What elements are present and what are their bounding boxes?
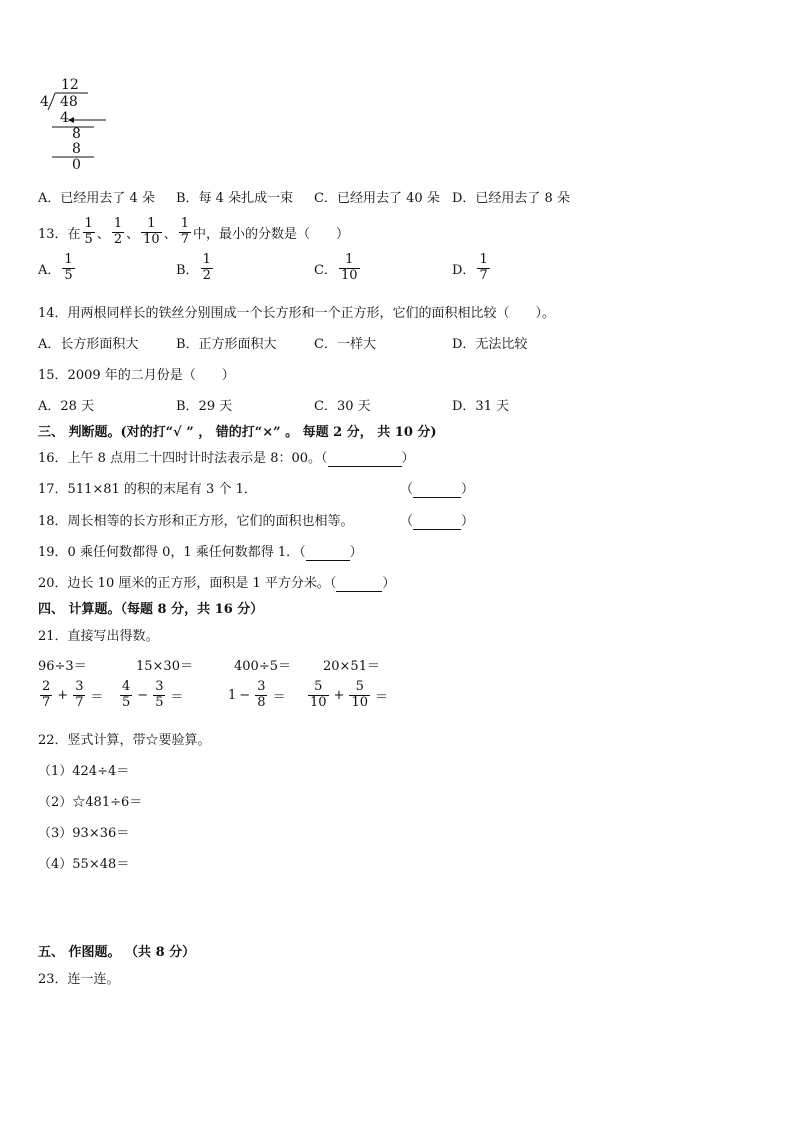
q13-option-d[interactable]: D． $\frac{1}{7}$ bbox=[452, 252, 488, 283]
q18-question: 18．周长相等的长方形和正方形，它们的面积也相等。 bbox=[38, 514, 354, 529]
q18-answer: （ ） bbox=[400, 514, 475, 529]
separator: 、 bbox=[126, 226, 140, 242]
q21-expr-3: 400÷5＝ bbox=[234, 659, 291, 674]
section-5-title: 五、 作图题。 （共 8 分） bbox=[38, 945, 196, 960]
q22-item-4: （4）55×48＝ bbox=[38, 857, 130, 872]
q14-option-b[interactable]: B．正方形面积大 bbox=[176, 337, 277, 352]
quotient: 12 bbox=[61, 77, 79, 93]
q13-option-a[interactable]: A． $\frac{1}{5}$ bbox=[38, 252, 73, 283]
q21-fraction-expr-3: 1 − $\frac{3}{8}$ ＝ bbox=[228, 679, 286, 710]
q13-fraction-3: $\frac{1}{10}$ bbox=[143, 215, 160, 247]
q12-option-c[interactable]: C．已经用去了 40 朵 bbox=[314, 191, 440, 206]
section-3-title: 三、 判断题。(对的打“√ ” ， 错的打“×” 。 每题 2 分， 共 10 分) bbox=[38, 425, 437, 440]
dividend: 48 bbox=[60, 94, 78, 110]
q13-suffix: 中，最小的分数是（ ） bbox=[192, 226, 349, 242]
q23-question: 23．连一连。 bbox=[38, 972, 120, 987]
q22-item-3: （3）93×36＝ bbox=[38, 826, 130, 841]
separator: 、 bbox=[96, 226, 110, 242]
q12-option-b[interactable]: B．每 4 朵扎成一束 bbox=[176, 191, 294, 206]
q13-fraction-2: $\frac{1}{2}$ bbox=[113, 215, 123, 247]
q17-answer: （ ） bbox=[400, 482, 475, 497]
q14-question: 14．用两根同样长的铁丝分别围成一个长方形和一个正方形，它们的面积相比较（ ）。 bbox=[38, 306, 556, 321]
q21-fraction-expr-4: $\frac{5}{10}$ + $\frac{5}{10}$ ＝ bbox=[310, 679, 389, 710]
q21-expr-4: 20×51＝ bbox=[323, 659, 380, 674]
q12-option-a[interactable]: A．已经用去了 4 朵 bbox=[38, 191, 155, 206]
q21-question: 21．直接写出得数。 bbox=[38, 629, 159, 644]
q14-option-c[interactable]: C．一样大 bbox=[314, 337, 376, 352]
q13-option-c[interactable]: C． $\frac{1}{10}$ bbox=[314, 252, 358, 283]
q13-option-b[interactable]: B． $\frac{1}{2}$ bbox=[176, 252, 211, 283]
q22-item-2: （2）☆481÷6＝ bbox=[38, 795, 143, 810]
q15-option-b[interactable]: B．29 天 bbox=[176, 399, 233, 414]
q21-expr-1: 96÷3＝ bbox=[38, 659, 87, 674]
q19-question: 19．0 乘任何数都得 0，1 乘任何数都得 1．（ ） bbox=[38, 545, 363, 560]
step-product-1: 4 bbox=[60, 110, 69, 126]
q14-option-a[interactable]: A．长方形面积大 bbox=[38, 337, 139, 352]
q15-question: 15．2009 年的二月份是（ ） bbox=[38, 368, 235, 383]
q20-question: 20．边长 10 厘米的正方形，面积是 1 平方分米。（ ） bbox=[38, 576, 396, 591]
q16-question: 16．上午 8 点用二十四时计时法表示是 8：00。（ ） bbox=[38, 451, 415, 466]
q15-option-c[interactable]: C．30 天 bbox=[314, 399, 371, 414]
q18-answer-blank[interactable] bbox=[413, 514, 461, 530]
long-division-figure bbox=[38, 77, 118, 173]
q14-option-d[interactable]: D．无法比较 bbox=[452, 337, 528, 352]
divisor: 4 bbox=[40, 94, 49, 110]
q16-answer-blank[interactable] bbox=[328, 451, 402, 467]
q17-question: 17．511×81 的积的末尾有 3 个 1． bbox=[38, 482, 257, 497]
q12-option-d[interactable]: D．已经用去了 8 朵 bbox=[452, 191, 570, 206]
step-remainder-1: 8 bbox=[72, 126, 81, 142]
separator: 、 bbox=[163, 226, 177, 242]
q13-fraction-4: $\frac{1}{7}$ bbox=[180, 215, 189, 247]
q19-answer-blank[interactable] bbox=[306, 545, 350, 561]
q22-question: 22．竖式计算，带☆要验算。 bbox=[38, 733, 211, 748]
section-4-title: 四、 计算题。（每题 8 分，共 16 分） bbox=[38, 602, 264, 617]
step-product-2: 8 bbox=[72, 141, 81, 157]
q15-option-d[interactable]: D．31 天 bbox=[452, 399, 510, 414]
q15-option-a[interactable]: A．28 天 bbox=[38, 399, 95, 414]
q17-answer-blank[interactable] bbox=[413, 482, 461, 498]
q13-prefix: 13．在 bbox=[38, 226, 81, 242]
q20-answer-blank[interactable] bbox=[336, 576, 382, 592]
final-remainder: 0 bbox=[72, 157, 81, 173]
q22-item-1: （1）424÷4＝ bbox=[38, 764, 130, 779]
q21-fraction-expr-2: $\frac{4}{5}$ − $\frac{3}{5}$ ＝ bbox=[122, 679, 184, 710]
q13-question bbox=[38, 212, 349, 252]
q21-expr-2: 15×30＝ bbox=[136, 659, 193, 674]
q13-fraction-1: $\frac{1}{5}$ bbox=[84, 215, 93, 247]
q21-fraction-expr-1: $\frac{2}{7}$ + $\frac{3}{7}$ ＝ bbox=[42, 679, 104, 710]
